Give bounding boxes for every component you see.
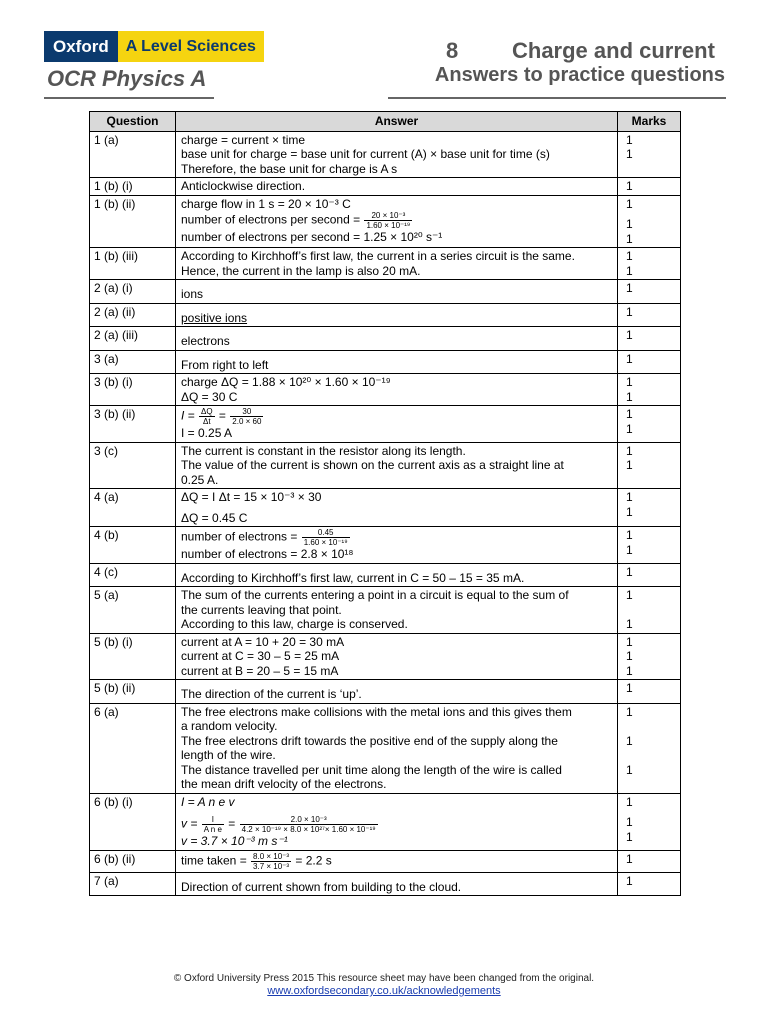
answer-cell: From right to left <box>176 350 618 374</box>
marks-cell: 1 <box>618 303 681 327</box>
answer-line: number of electrons per second = $\frac{\text{20 × 10⁻³}}{\text{1.60 × 10⁻¹⁹}}$ <box>181 211 411 230</box>
answer-cell: According to Kirchhoff’s first law, current in C = 50 – 15 = 35 mA. <box>176 563 618 587</box>
answers-table <box>89 111 681 896</box>
fraction: $\frac{\Delta Q}{\Delta t}$ <box>201 407 213 426</box>
table-row <box>90 350 681 374</box>
marks-cell: 1 1 <box>618 587 681 634</box>
table-header-row <box>90 112 681 132</box>
table-row <box>90 489 681 527</box>
answer-line: base unit for charge = base unit for current (A) × base unit for time (s) <box>181 147 550 161</box>
answer-cell <box>176 850 618 872</box>
table-row <box>90 303 681 327</box>
marks-cell: 1 1 1 <box>618 793 681 850</box>
marks-cell: 1 <box>618 350 681 374</box>
marks-cell: 1 1 <box>618 248 681 280</box>
answer-cell: charge ΔQ = 1.88 × 10²⁰ × 1.60 × 10⁻¹⁹ ΔQ = 30 C <box>176 374 618 406</box>
subject-title: OCR Physics A <box>47 66 207 91</box>
question-cell: 3 (b) (i) <box>90 374 176 406</box>
question-cell: 5 (b) (i) <box>90 633 176 680</box>
answer-cell: current at A = 10 + 20 = 30 mA current at C = 30 – 5 = 25 mA current at B = 20 – 5 = 15 mA <box>176 633 618 680</box>
marks-cell: 1 <box>618 280 681 304</box>
table-row <box>90 406 681 443</box>
mark: 1 <box>626 132 633 147</box>
chapter-title: Charge and current <box>512 38 715 63</box>
footer-link[interactable]: www.oxfordsecondary.co.uk/acknowledgements <box>267 985 501 997</box>
logo-alevel-text: A Level Sciences <box>118 31 264 62</box>
question-cell: 6 (a) <box>90 703 176 793</box>
answer-line: charge = current × time <box>181 132 306 147</box>
marks-cell: 1 <box>618 680 681 704</box>
header-rule-right <box>388 97 726 99</box>
table-row <box>90 633 681 680</box>
marks-cell: 1 1 1 <box>618 703 681 793</box>
question-cell: 2 (a) (i) <box>90 280 176 304</box>
answer-cell: I = $\frac{\Delta Q}{\Delta t}$ = $\frac{30}{2.0 \times 60}$ I = 0.25 A <box>176 406 618 443</box>
table-row <box>90 374 681 406</box>
answer-cell <box>176 195 618 248</box>
logo-oxford-text: Oxford <box>44 31 118 62</box>
question-cell: 2 (a) (ii) <box>90 303 176 327</box>
fraction: $\frac{I}{\text{A n e}}$ <box>203 815 222 834</box>
header-rule-left <box>44 97 214 99</box>
answer-line: Anticlockwise direction. <box>181 179 306 193</box>
table-row <box>90 587 681 634</box>
question-cell: 1 (b) (ii) <box>90 195 176 248</box>
question-cell: 6 (b) (ii) <box>90 850 176 872</box>
answer-cell: The sum of the currents entering a point in a circuit is equal to the sum of the currents leaving that point. According to this law, charge is conserved. <box>176 587 618 634</box>
question-cell: 6 (b) (i) <box>90 793 176 850</box>
table-row <box>90 131 681 178</box>
fraction: $\frac{\text{8.0 × 10⁻³}}{\text{3.7 × 10⁻³}}$ <box>253 851 290 871</box>
sheet-title: Answers to practice questions <box>434 64 725 86</box>
answer-line: time taken = $\frac{\text{8.0 × 10⁻³}}{\text{3.7 × 10⁻³}}$ = 2.2 s <box>181 851 332 871</box>
marks-cell: 1 <box>618 563 681 587</box>
table-row <box>90 850 681 872</box>
question-cell: 5 (a) <box>90 587 176 634</box>
answer-cell: ions <box>176 280 618 304</box>
marks-cell <box>618 131 681 178</box>
question-cell: 5 (b) (ii) <box>90 680 176 704</box>
question-cell: 1 (a) <box>90 131 176 178</box>
marks-cell: 1 <box>618 850 681 872</box>
table-row <box>90 793 681 850</box>
question-cell: 3 (c) <box>90 442 176 489</box>
marks-cell: 1 1 <box>618 442 681 489</box>
fraction: $\frac{30}{2.0 \times 60}$ <box>232 407 262 426</box>
header-question: Question <box>90 112 176 132</box>
answer-line: v = $\frac{I}{\text{A n e}}$ = $\frac{\text{2.0 × 10⁻³}}{\text{4.2 × 10⁻¹⁹ × 8.0 × 10²⁷× 1.60 × 10⁻¹⁹}}$ <box>181 815 376 834</box>
answer-cell: ΔQ = I Δt = 15 × 10⁻³ × 30 ΔQ = 0.45 C <box>176 489 618 527</box>
table-row <box>90 527 681 564</box>
table-row <box>90 563 681 587</box>
footer-copyright: © Oxford University Press 2015 This resource sheet may have been changed from the original. <box>173 973 595 984</box>
marks-cell: 1 <box>618 327 681 351</box>
question-cell: 7 (a) <box>90 872 176 896</box>
header-marks: Marks <box>618 112 681 132</box>
question-cell: 4 (b) <box>90 527 176 564</box>
question-cell: 3 (a) <box>90 350 176 374</box>
marks-cell: 1 1 <box>618 374 681 406</box>
answer-cell <box>176 131 618 178</box>
answer-cell: electrons <box>176 327 618 351</box>
table-row <box>90 178 681 196</box>
answer-cell: According to Kirchhoff’s first law, the current in a series circuit is the same. Hence, the current in the lamp is also 20 mA. <box>176 248 618 280</box>
oxford-logo <box>44 31 264 62</box>
answer-cell <box>176 178 618 196</box>
marks-cell: 1 1 <box>618 489 681 527</box>
answer-cell: The current is constant in the resistor along its length. The value of the current is shown on the current axis as a straight line at 0.25 A. <box>176 442 618 489</box>
answer-line: number of electrons = $\frac{0.45}{\text{1.60 × 10⁻¹⁹}}$ <box>181 528 348 547</box>
table-row <box>90 195 681 248</box>
fraction: $\frac{\text{20 × 10⁻³}}{\text{1.60 × 10⁻¹⁹}}$ <box>366 211 411 230</box>
answer-line: Therefore, the base unit for charge is A s <box>181 161 398 176</box>
question-cell: 1 (b) (iii) <box>90 248 176 280</box>
answer-cell: I = A n e v v = $\frac{I}{\text{A n e}}$ = $\frac{\text{2.0 × 10⁻³}}{\text{4.2 × 10⁻¹⁹ × 8.0 × 10²⁷× 1.60 × 10⁻¹⁹}}$ v = 3.7 × 10⁻³ m s⁻¹ <box>176 793 618 850</box>
question-cell: 4 (c) <box>90 563 176 587</box>
header-answer: Answer <box>176 112 618 132</box>
question-cell: 3 (b) (ii) <box>90 406 176 443</box>
mark: 1 <box>626 147 633 161</box>
fraction: $\frac{\text{2.0 × 10⁻³}}{\text{4.2 × 10⁻¹⁹ × 8.0 × 10²⁷× 1.60 × 10⁻¹⁹}}$ <box>241 815 376 834</box>
marks-cell: 1 1 <box>618 527 681 564</box>
marks-cell: 1 <box>618 872 681 896</box>
table-row <box>90 872 681 896</box>
question-cell: 4 (a) <box>90 489 176 527</box>
marks-cell: 1 1 1 <box>618 195 681 248</box>
marks-cell: 1 1 1 <box>618 633 681 680</box>
question-cell: 1 (b) (i) <box>90 178 176 196</box>
answer-cell: Direction of current shown from building to the cloud. <box>176 872 618 896</box>
answer-cell: The direction of the current is ‘up’. <box>176 680 618 704</box>
table-row <box>90 327 681 351</box>
marks-cell: 1 <box>618 178 681 196</box>
answer-cell: positive ions <box>176 303 618 327</box>
table-row <box>90 442 681 489</box>
question-cell: 2 (a) (iii) <box>90 327 176 351</box>
answer-line: charge flow in 1 s = 20 × 10⁻³ C <box>181 196 351 211</box>
fraction: $\frac{0.45}{\text{1.60 × 10⁻¹⁹}}$ <box>303 528 348 547</box>
table-row <box>90 280 681 304</box>
answer-line: I = $\frac{\Delta Q}{\Delta t}$ = $\frac{30}{2.0 \times 60}$ <box>181 407 262 426</box>
marks-cell: 1 1 <box>618 406 681 443</box>
chapter-number: 8 <box>446 38 459 63</box>
table-row <box>90 703 681 793</box>
table-row <box>90 680 681 704</box>
table-row <box>90 248 681 280</box>
answer-line: number of electrons per second = 1.25 × 10²⁰ s⁻¹ <box>181 230 443 244</box>
answer-cell: number of electrons = $\frac{0.45}{\text{1.60 × 10⁻¹⁹}}$ number of electrons = 2.8 × 10¹⁸ <box>176 527 618 564</box>
answer-cell: The free electrons make collisions with the metal ions and this gives them a random velocity. The free electrons drift towards the positive end of the supply along the length of the wire. The distance travelled per unit time along the length of the wire is called the mean drift velocity of the electrons. <box>176 703 618 793</box>
